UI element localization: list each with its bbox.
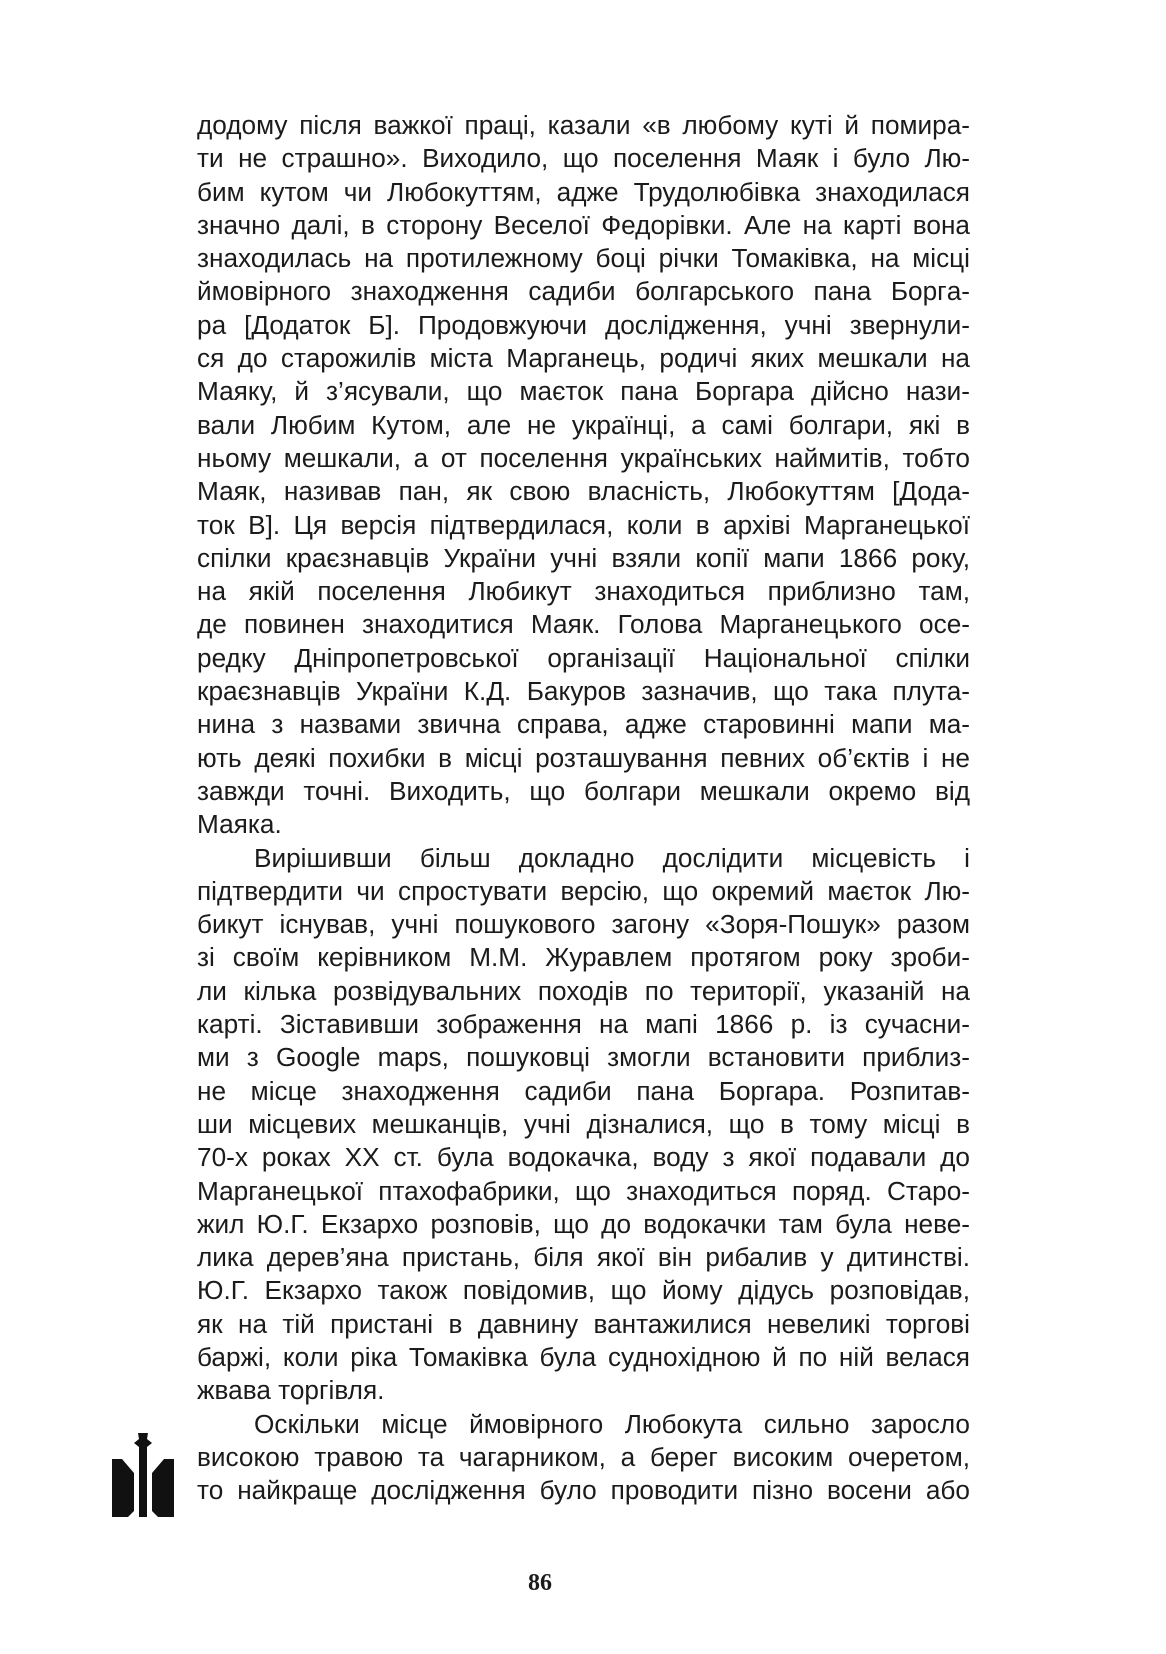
- text-line: значно далі, в сторону Веселої Федорівки. Але на карті вона: [197, 209, 970, 240]
- text-line: баржі, коли ріка Томаківка була судноxідною й по ній велася: [197, 1341, 970, 1372]
- text-line: завжди точні. Виходить, що болгари мешкали окремо від: [197, 775, 970, 806]
- text-line: ймовірного знаходження садиби болгарського пана Боргa-: [197, 276, 970, 307]
- text-line: лика дерев’яна пристань, біля якої він рибалив у дитинстві.: [197, 1242, 970, 1273]
- text-line: високою травою та чагарником, а берег високим очеретом,: [197, 1441, 970, 1472]
- paragraph-2: [197, 842, 970, 1408]
- paragraph-1: [197, 109, 970, 842]
- text-line: редку Дніпропетровської організації Національної спілки: [197, 642, 970, 673]
- text-line: ньому мешкали, а от поселення українських наймитів, тобто: [197, 442, 970, 473]
- text-line: 70-х роках XX ст. була водокачка, воду з якої подавали до: [197, 1142, 970, 1173]
- text-line: спілки краєзнавців України учні взяли копії мапи 1866 року,: [197, 542, 970, 573]
- body-text: [197, 109, 970, 1507]
- text-line: ми з Google maps, пошуковці змогли встановити приблиз-: [197, 1042, 970, 1073]
- text-line: підтвердити чи спростувати версію, що окремий маєток Лю-: [197, 875, 970, 906]
- text-line: жвава торгівля.: [197, 1375, 385, 1406]
- text-line: Марганецької птахофабрики, що знаходиться поряд. Старо-: [197, 1175, 970, 1206]
- stylized-plant-ornament-icon: [112, 1433, 174, 1517]
- text-line: ши місцевих мешканців, учні дізналися, що в тому місці в: [197, 1108, 970, 1139]
- text-line: бим кутом чи Любокуттям, адже Трудолюбівка знаходилася: [197, 176, 970, 207]
- text-line: Маяку, й з’ясували, що маєток пана Боргара дійсно нази-: [197, 376, 970, 407]
- text-line: ток В]. Ця версія підтвердилася, коли в архіві Марганецької: [197, 509, 970, 540]
- text-line: нина з назвами звична справа, адже старовинні мапи ма-: [197, 709, 970, 740]
- text-line: жил Ю.Г. Екзархо розповів, що до водокачки там була неве-: [197, 1208, 970, 1239]
- text-line: де повинен знаходитися Маяк. Голова Марганецького осе-: [197, 609, 970, 640]
- text-line: бикут існував, учні пошукового загону «Зоря-Пошук» разом: [197, 909, 970, 940]
- text-line: Вирішивши більш докладно дослідити місцевість і: [254, 842, 970, 873]
- text-line: Маяка.: [197, 809, 282, 840]
- text-line: ють деякі похибки в місці розташування певних об’єктів і не: [197, 742, 970, 773]
- text-line: не місце знаходження садиби пана Боргара. Розпитав-: [197, 1075, 970, 1106]
- paragraph-3: [197, 1408, 970, 1508]
- text-line: зі своїм керівником М.М. Журавлем протягом року зроби-: [197, 942, 970, 973]
- text-line: як на тій пристані в давнину вантажилися невеликі торгові: [197, 1308, 970, 1339]
- text-line: вали Любим Кутом, але не українці, а самі болгари, які в: [197, 409, 970, 440]
- text-line: знаходилась на протилежному боці річки Томаківка, на місці: [197, 243, 970, 274]
- text-line: ти не страшно». Виходило, що поселення Маяк і було Лю-: [197, 143, 970, 174]
- text-line: Оскільки місце ймовірного Любокута сильно заросло: [254, 1408, 970, 1439]
- text-line: то найкраще дослідження було проводити пізно восени або: [197, 1475, 970, 1506]
- text-line: Ю.Г. Екзархо також повідомив, що йому дідусь розповідав,: [197, 1275, 970, 1306]
- page-number: 86: [528, 1570, 552, 1596]
- text-line: ли кілька розвідувальних походів по території, указаній на: [197, 975, 970, 1006]
- text-line: ся до старожилів міста Марганець, родичі яких мешкали на: [197, 343, 970, 374]
- text-line: Маяк, називав пан, як свою власність, Любокуттям [Дода-: [197, 476, 970, 507]
- text-line: ра [Додаток Б]. Продовжуючи дослідження, учні звернули-: [197, 309, 970, 340]
- text-line: додому після важкої праці, казали «в любому куті й помира-: [197, 110, 970, 140]
- text-line: на якій поселення Любикут знаходиться приблизно там,: [197, 576, 970, 607]
- text-line: карті. Зіставивши зображення на мапі 1866 р. із сучасни-: [197, 1009, 970, 1040]
- text-line: краєзнавців України К.Д. Бакуров зазначив, що така плута-: [197, 676, 970, 707]
